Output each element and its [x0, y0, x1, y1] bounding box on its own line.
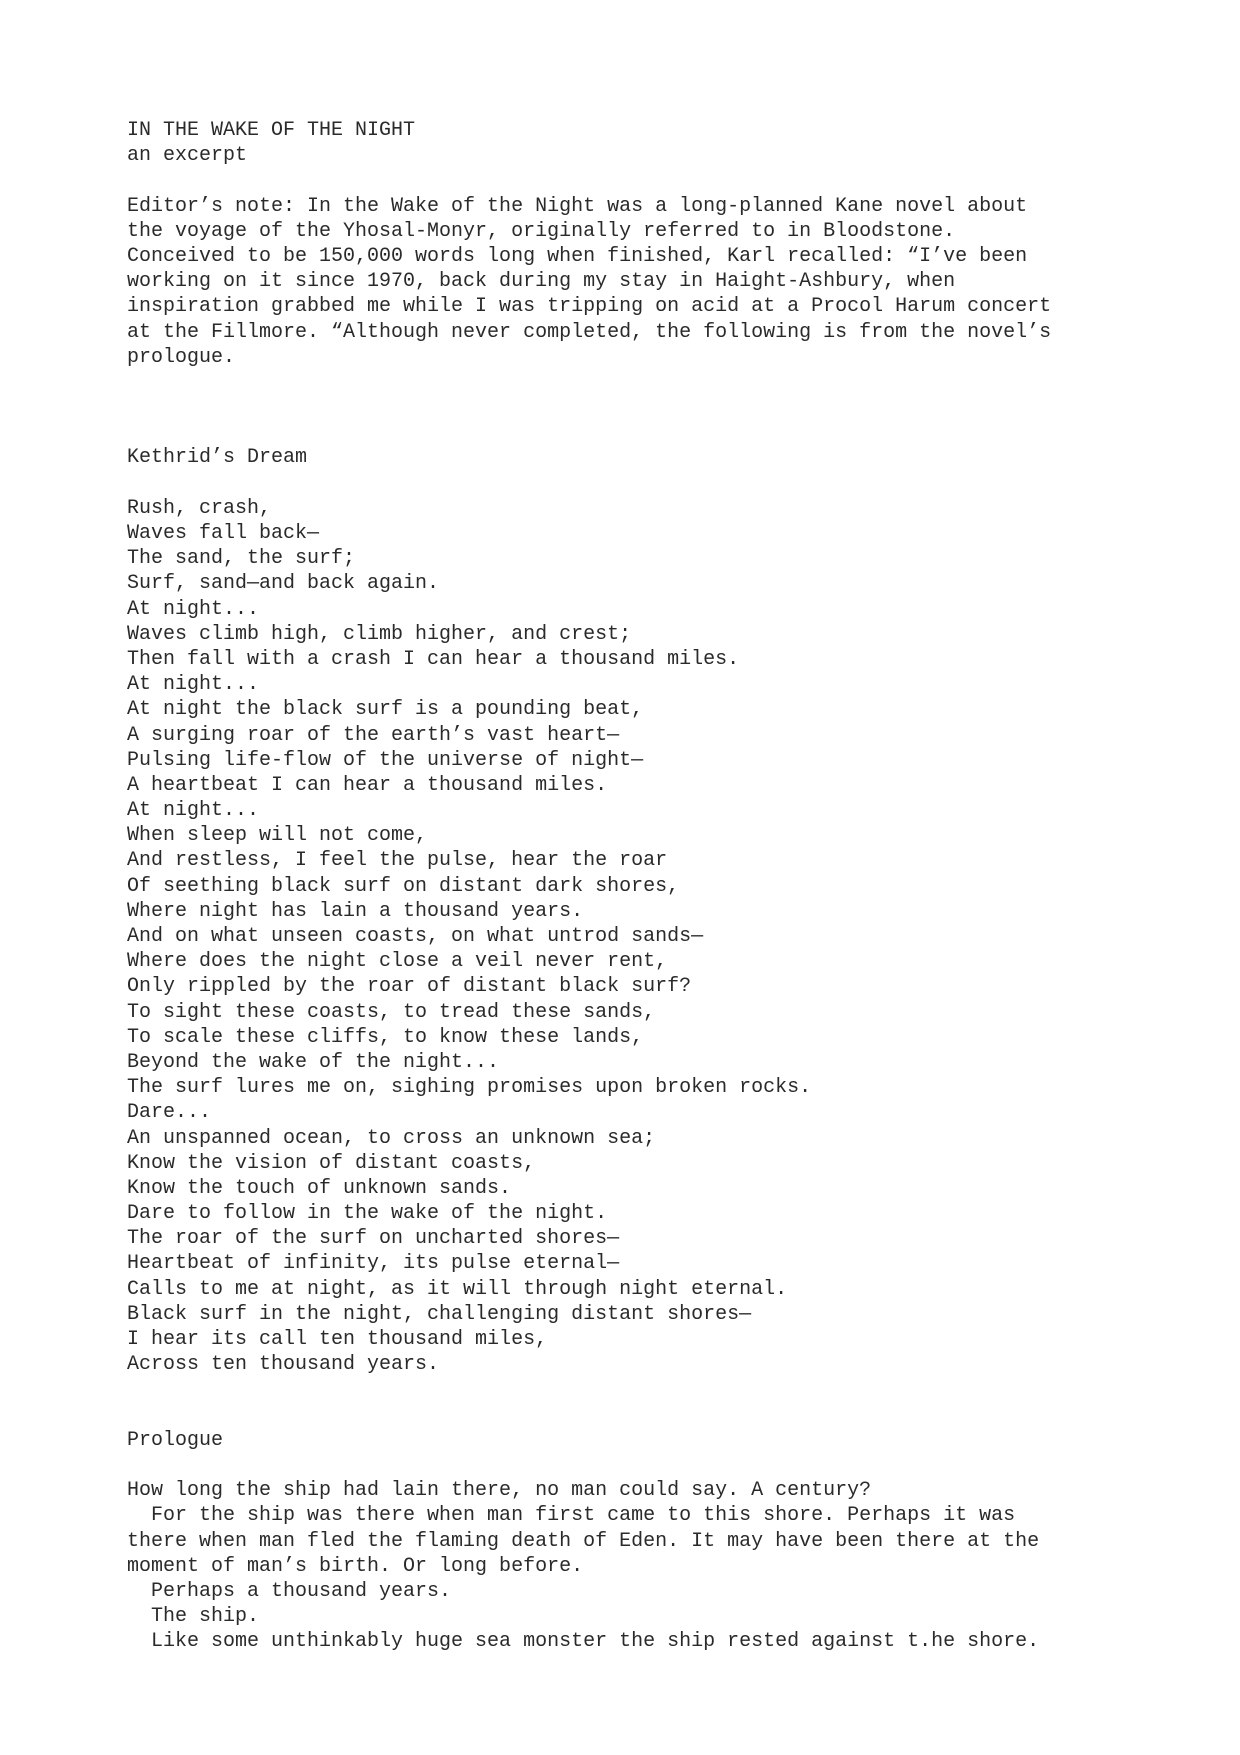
poem-line: To sight these coasts, to tread these sands, — [127, 1000, 656, 1024]
poem-line: Beyond the wake of the night... — [127, 1050, 500, 1074]
poem-line: And on what unseen coasts, on what untrod sands— — [127, 925, 704, 949]
editor-note-line: prologue. — [127, 345, 236, 369]
poem-line: Heartbeat of infinity, its pulse eternal— — [127, 1252, 620, 1276]
prologue-line: How long the ship had lain there, no man could say. A century? — [127, 1479, 872, 1503]
poem-line: The roar of the surf on uncharted shores— — [127, 1227, 620, 1251]
poem-line: Pulsing life-flow of the universe of night— — [127, 748, 644, 772]
poem-line: Where night has lain a thousand years. — [127, 899, 584, 923]
poem-body — [127, 496, 1127, 1378]
editor-note-line: inspiration grabbed me while I was tripping on acid at a Procol Harum concert — [127, 295, 1052, 319]
editor-note-line: Conceived to be 150,000 words long when finished, Karl recalled: “I’ve been — [127, 244, 1028, 268]
poem-line: Rush, crash, — [127, 496, 272, 520]
prologue-line: The ship. — [127, 1605, 260, 1629]
spacer — [127, 370, 1127, 420]
editor-note-line: Editor’s note: In the Wake of the Night was a long-planned Kane novel about — [127, 194, 1028, 218]
poem-line: When sleep will not come, — [127, 824, 428, 848]
poem-line: The surf lures me on, sighing promises upon broken rocks. — [127, 1076, 812, 1100]
prologue-line: Perhaps a thousand years. — [127, 1579, 452, 1603]
poem-line: Only rippled by the roar of distant black surf? — [127, 975, 692, 999]
poem-line: Calls to me at night, as it will through night eternal. — [127, 1277, 788, 1301]
prologue-line: moment of man’s birth. Or long before. — [127, 1554, 584, 1578]
poem-line: Of seething black surf on distant dark shores, — [127, 874, 680, 898]
poem-line: Then fall with a crash I can hear a thousand miles. — [127, 647, 740, 671]
poem-heading: Kethrid’s Dream — [127, 446, 308, 470]
poem-line: A surging roar of the earth’s vast heart— — [127, 723, 620, 747]
poem-line: And restless, I feel the pulse, hear the roar — [127, 849, 668, 873]
poem-line: Across ten thousand years. — [127, 1353, 440, 1377]
poem-line: Waves fall back— — [127, 522, 320, 546]
poem-line: To scale these cliffs, to know these lands, — [127, 1025, 644, 1049]
poem-line: Black surf in the night, challenging distant shores— — [127, 1302, 752, 1326]
poem-line: Know the touch of unknown sands. — [127, 1176, 512, 1200]
poem-line: The sand, the surf; — [127, 547, 356, 571]
editor-note-line: the voyage of the Yhosal-Monyr, originally referred to in Bloodstone. — [127, 219, 956, 243]
prologue-line: there when man fled the flaming death of Eden. It may have been there at the — [127, 1529, 1040, 1553]
spacer — [127, 1377, 1127, 1427]
poem-line: Know the vision of distant coasts, — [127, 1151, 536, 1175]
poem-line: Dare... — [127, 1101, 212, 1125]
prologue-line: Like some unthinkably huge sea monster the ship rested against t.he shore. — [127, 1630, 1040, 1654]
poem-line: At night... — [127, 799, 260, 823]
poem-line: Waves climb high, climb higher, and crest; — [127, 622, 632, 646]
document-title: IN THE WAKE OF THE NIGHT — [127, 119, 416, 142]
document-page — [127, 118, 1127, 1654]
prologue-body — [127, 1478, 1127, 1654]
poem-line: An unspanned ocean, to cross an unknown sea; — [127, 1126, 656, 1150]
poem-line: Dare to follow in the wake of the night. — [127, 1202, 608, 1226]
editor-note — [127, 194, 1127, 370]
spacer — [127, 471, 1127, 496]
poem-line: At night... — [127, 673, 260, 697]
spacer — [127, 168, 1127, 193]
document-subtitle: an excerpt — [127, 144, 248, 168]
spacer — [127, 420, 1127, 445]
poem-line: At night... — [127, 597, 260, 621]
editor-note-line: at the Fillmore. “Although never completed, the following is from the novel’s — [127, 320, 1052, 344]
prologue-line: For the ship was there when man first came to this shore. Perhaps it was — [127, 1504, 1016, 1528]
spacer — [127, 1453, 1127, 1478]
poem-line: Where does the night close a veil never rent, — [127, 950, 668, 974]
prologue-heading: Prologue — [127, 1428, 224, 1452]
poem-line: A heartbeat I can hear a thousand miles. — [127, 773, 608, 797]
poem-line: Surf, sand—and back again. — [127, 572, 440, 596]
poem-line: At night the black surf is a pounding beat, — [127, 698, 644, 722]
poem-line: I hear its call ten thousand miles, — [127, 1328, 548, 1352]
editor-note-line: working on it since 1970, back during my stay in Haight-Ashbury, when — [127, 270, 956, 294]
